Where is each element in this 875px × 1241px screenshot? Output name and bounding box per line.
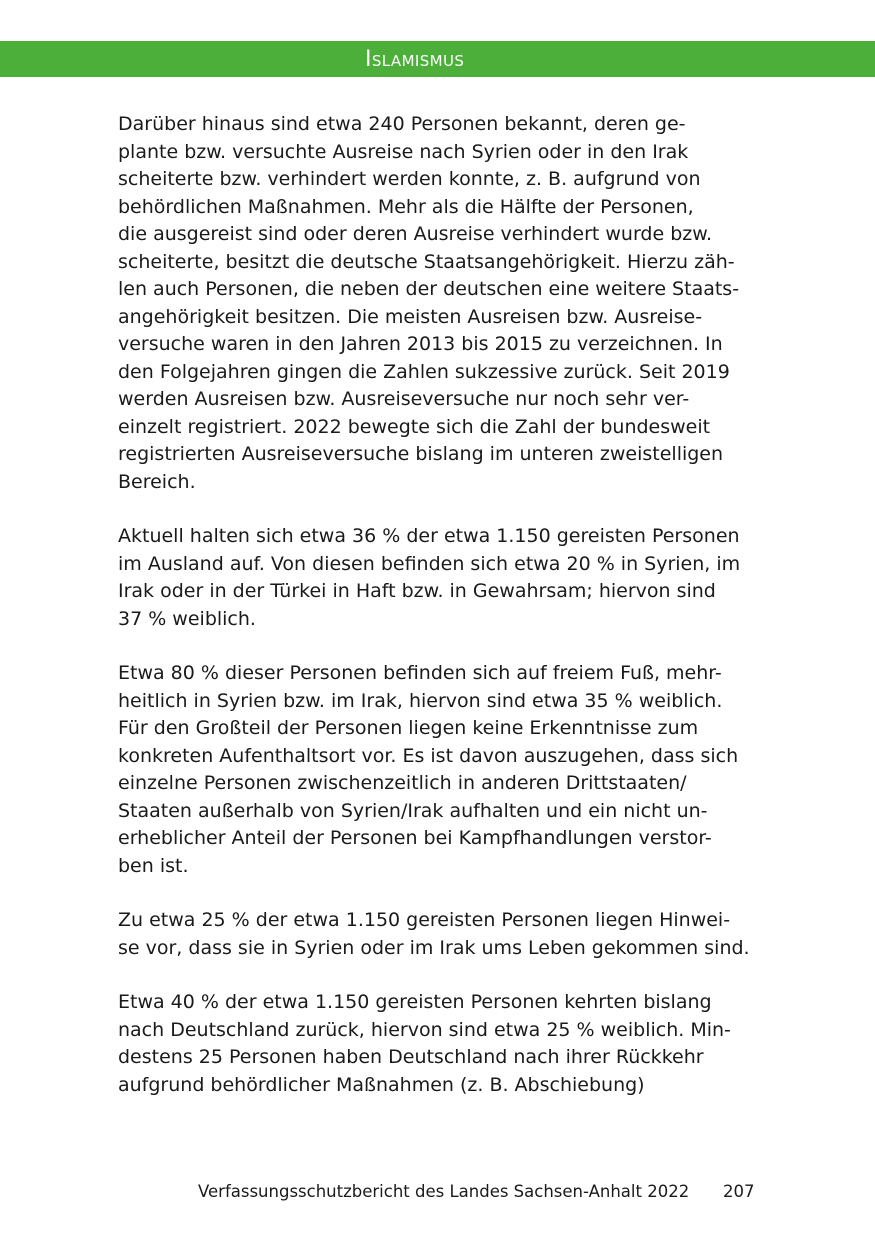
text-line: konkreten Aufenthaltsort vor. Es ist davon auszugehen, dass sich [118,744,739,767]
text-line: registrierten Ausreiseversuche bislang im unteren zweistelligen [118,443,724,465]
text-line: Irak oder in der Türkei in Haft bzw. in Gewahrsam; hiervon sind [118,580,716,602]
text-line: Staaten außerhalb von Syrien/Irak aufhalten und ein nicht un- [118,799,708,822]
text-line: heitlich in Syrien bzw. im Irak, hiervon sind etwa 35 % weiblich. [118,689,723,712]
text-line: se vor, dass sie in Syrien oder im Irak ums Leben gekommen sind. [118,936,750,959]
page-footer [0,1178,875,1208]
section-header-bar [0,41,875,77]
text-line: 37 % weiblich. [118,607,256,630]
text-line: die ausgereist sind oder deren Ausreise verhindert wurde bzw. [118,223,713,245]
text-line: scheiterte bzw. verhindert werden konnte, z. B. aufgrund von [118,168,701,190]
text-line: len auch Personen, die neben der deutschen eine weitere Staats- [118,278,740,300]
text-line: einzelt registriert. 2022 bewegte sich die Zahl der bundesweit [118,415,711,438]
text-line: versuche waren in den Jahren 2013 bis 2015 zu verzeichnen. In [118,333,723,355]
text-line: Zu etwa 25 % der etwa 1.150 gereisten Personen liegen Hinwei- [118,909,731,931]
text-line: ben ist. [118,854,189,877]
text-line: plante bzw. versuchte Ausreise nach Syrien oder in den Irak [118,140,689,163]
text-line: Für den Großteil der Personen liegen keine Erkenntnisse zum [118,717,699,739]
text-line: den Folgejahren gingen die Zahlen sukzessive zurück. Seit 2019 [118,360,730,383]
text-line: erheblicher Anteil der Personen bei Kampfhandlungen verstor- [118,827,712,849]
text-line: Etwa 80 % dieser Personen befinden sich auf freiem Fuß, mehr- [118,662,722,684]
paragraph [118,660,758,880]
section-title: Islamismus [365,47,465,72]
paragraph [118,111,758,496]
paragraph [118,907,758,962]
text-line: im Ausland auf. Von diesen befinden sich etwa 20 % in Syrien, im [118,552,741,575]
text-line: behördlichen Maßnahmen. Mehr als die Hälfte der Personen, [118,195,694,218]
text-line: Aktuell halten sich etwa 36 % der etwa 1.150 gereisten Personen [118,525,740,547]
text-line: scheiterte, besitzt die deutsche Staatsangehörigkeit. Hierzu zäh- [118,250,735,273]
text-line: einzelne Personen zwischenzeitlich in anderen Drittstaaten/ [118,772,687,794]
paragraph [118,523,758,633]
text-line: angehörigkeit besitzen. Die meisten Ausreisen bzw. Ausreise- [118,305,703,328]
text-line: Darüber hinaus sind etwa 240 Personen bekannt, deren ge- [118,113,686,135]
text-line: Bereich. [118,470,196,493]
text-line: werden Ausreisen bzw. Ausreiseversuche nur noch sehr ver- [118,388,690,410]
text-line: nach Deutschland zurück, hiervon sind etwa 25 % weiblich. Min- [118,1018,731,1041]
publication-title: Verfassungsschutzbericht des Landes Sachsen-Anhalt 2022 [198,1182,690,1201]
text-line: destens 25 Personen haben Deutschland nach ihrer Rückkehr [118,1046,704,1068]
text-line: aufgrund behördlicher Maßnahmen (z. B. Abschiebung) [118,1073,645,1096]
page-number: 207 [723,1182,755,1201]
paragraph [118,989,758,1099]
body-text [118,111,758,1126]
text-line: Etwa 40 % der etwa 1.150 gereisten Personen kehrten bislang [118,991,712,1013]
